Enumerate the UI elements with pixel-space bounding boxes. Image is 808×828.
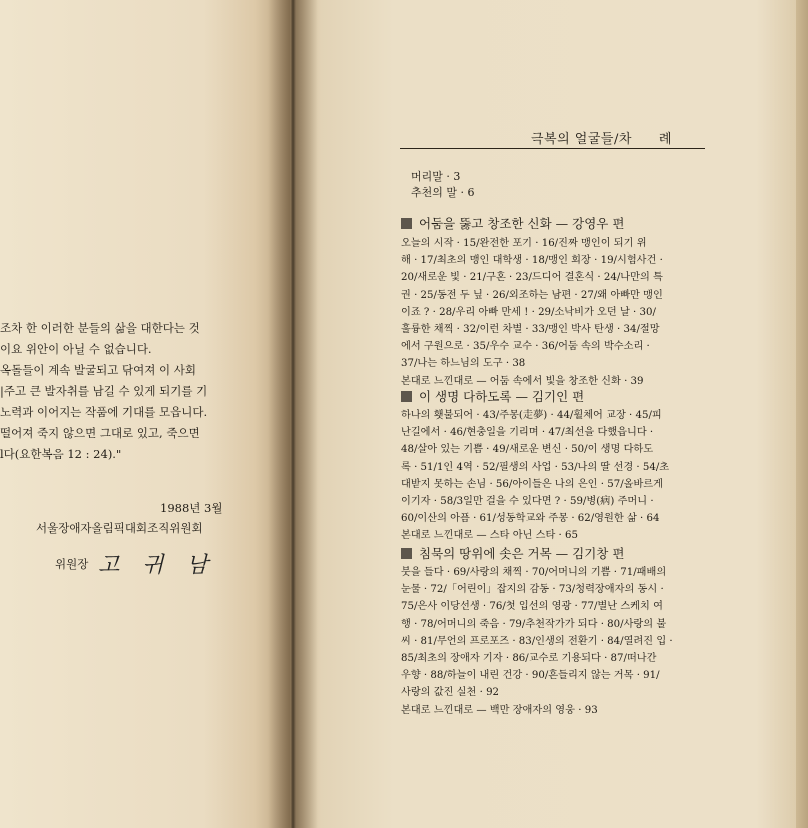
toc-line: 85/최초의 장애자 기자 · 86/교수로 기용되다 · 87/떠나간 [401,652,657,664]
left-text-line: 옥돌들이 계속 발굴되고 닦여져 이 사회 [0,363,197,377]
toc-line: 사랑의 값진 실천 · 92 [401,687,500,699]
toc-header: 극복의 얼굴들/차 례 [531,132,672,147]
page-edge [796,0,808,828]
toc-line: 이죠 ? · 28/우리 아빠 만세 ! · 29/소낙비가 오던 날 · 30/ [401,306,656,318]
left-text-line: 조차 한 이러한 분들의 삶을 대한다는 것 [0,321,200,335]
toc-line: 48/살아 있는 기쁨 · 49/새로운 변신 · 50/이 생명 다하도 [401,444,654,456]
toc-line: 우향 · 88/하늘이 내린 건강 · 90/흔들리지 않는 거목 · 91/ [401,670,660,682]
left-text-line: 떨어져 죽지 않으면 그대로 있고, 죽으면 [0,426,200,440]
front-matter-preface: 머리말 · 3 [411,170,461,183]
toc-line: 본대로 느낀대로 — 어둠 속에서 빛을 창조한 신화 · 39 [401,375,644,387]
toc-line: 60/이산의 아픔 · 61/성동학교와 주몽 · 62/영원한 삶 · 64 [401,513,660,525]
section-heading [401,387,584,405]
letter-date: 1988년 3월 [160,501,223,515]
toc-line: 대받지 못하는 손님 · 56/아이들은 나의 은인 · 57/올바르게 [401,478,663,490]
chairman-label: 위원장 [55,557,89,571]
section-heading [401,544,624,562]
toc-line: 권 · 25/동전 두 닢 · 26/외조하는 남편 · 27/왜 아빠만 맹인 [401,289,663,301]
section-title: 침묵의 땅위에 솟은 거목 — 김기창 편 [419,546,625,561]
front-matter-recommendation: 추천의 말 · 6 [411,186,475,199]
toc-line: 75/은사 이당선생 · 76/첫 입선의 영광 · 77/별난 스케치 여 [401,601,663,613]
square-bullet-icon [401,548,412,559]
section-entries [401,407,711,545]
section-entries [401,564,711,719]
toc-line: 록 · 51/1인 4역 · 52/필생의 사업 · 53/나의 딸 선경 · 54/초 [401,461,670,473]
toc-line: 눈물 · 72/「어린이」잡지의 감동 · 73/청력장애자의 동시 · [401,584,664,596]
left-page-text [0,318,245,465]
square-bullet-icon [401,391,412,402]
toc-line: 20/새로운 빛 · 21/구혼 · 23/드디어 결혼식 · 24/나만의 특 [401,272,663,284]
section-heading [401,214,624,232]
organization-name: 서울장애자올림픽대회조직위원회 [36,521,203,535]
section-title: 이 생명 다하도록 — 김기인 편 [419,389,585,404]
toc-line: 에서 구원으로 · 35/우수 교수 · 36/어둠 속의 박수소리 · [401,341,650,353]
toc-line: 본대로 느낀대로 — 스타 아닌 스타 · 65 [401,530,578,542]
left-page [0,0,290,828]
left-text-line: |주고 큰 발자취를 남길 수 있게 되기를 기 [0,384,208,398]
toc-line: 이기자 · 58/3일만 걸을 수 있다면 ? · 59/병(病) 주머니 · [401,495,654,507]
left-text-line: 노력과 이어지는 작품에 기대를 모읍니다. [0,405,208,419]
toc-line: 본대로 느낀대로 — 백만 장애자의 영웅 · 93 [401,704,598,716]
book-gutter-shadow [268,0,318,828]
left-text-line: l다(요한복음 12 : 24)." [0,447,122,461]
section-entries [401,235,711,390]
toc-line: 훌륭한 채찍 · 32/이런 차별 · 33/맹인 박사 탄생 · 34/절망 [401,323,660,335]
handwritten-signature: 고 귀 남 [98,553,216,578]
toc-line: 37/나는 하느님의 도구 · 38 [401,358,526,370]
toc-line: 행 · 78/어머니의 죽음 · 79/추천작가가 되다 · 80/사랑의 불 [401,618,667,630]
header-rule [400,148,705,149]
toc-line: 하나의 횃불되어 · 43/주몽(走夢) · 44/휠체어 교장 · 45/피 [401,410,662,421]
toc-line: 해 · 17/최초의 맹인 대학생 · 18/맹인 회장 · 19/시험사건 · [401,255,663,267]
toc-line: 난길에서 · 46/현충일을 기리며 · 47/최선을 다했읍니다 · [401,427,654,439]
toc-line: 오늘의 시작 · 15/완전한 포기 · 16/진짜 맹인이 되기 위 [401,238,647,249]
section-title: 어둠을 뚫고 창조한 신화 — 강영우 편 [419,216,625,231]
square-bullet-icon [401,218,412,229]
toc-line: 씨 · 81/무언의 프로포즈 · 83/인생의 전환기 · 84/열려진 입 · [401,635,673,647]
left-text-line: 이요 위안이 아닐 수 없습니다. [0,342,152,356]
toc-line: 붓을 들다 · 69/사랑의 채찍 · 70/어머니의 기쁨 · 71/패배의 [401,567,667,578]
